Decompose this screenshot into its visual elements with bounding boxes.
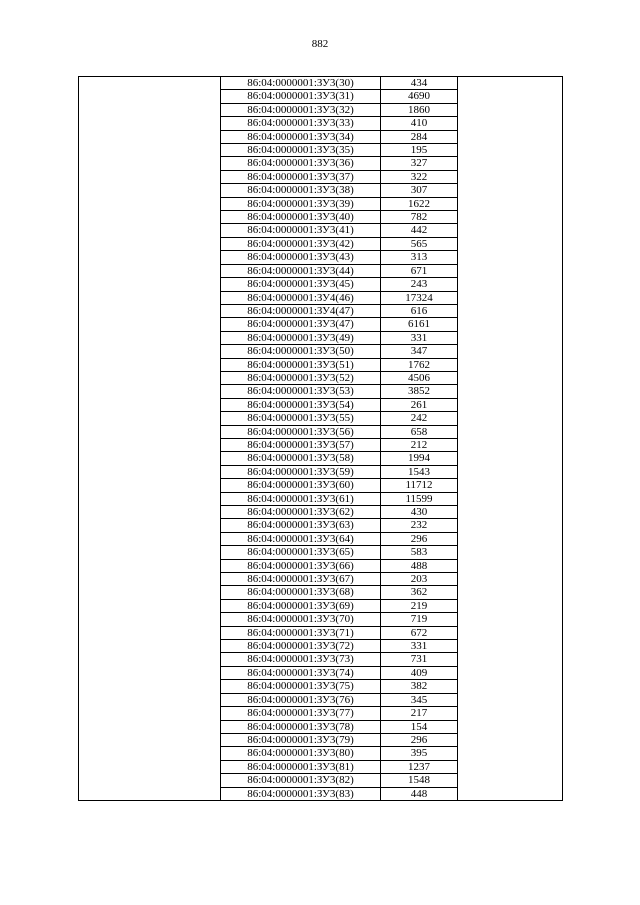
parcel-id-cell: 86:04:0000001:ЗУ3(66) [221,559,381,572]
area-value-cell: 296 [381,733,458,746]
area-value-cell: 782 [381,211,458,224]
area-value-cell: 1622 [381,197,458,210]
area-value-cell: 11712 [381,479,458,492]
parcel-id-cell: 86:04:0000001:ЗУ3(72) [221,640,381,653]
parcel-id-cell: 86:04:0000001:ЗУ3(65) [221,546,381,559]
area-value-cell: 1237 [381,760,458,773]
area-value-cell: 345 [381,693,458,706]
area-value-cell: 731 [381,653,458,666]
parcel-id-cell: 86:04:0000001:ЗУ3(43) [221,251,381,264]
area-value-cell: 671 [381,264,458,277]
parcel-id-cell: 86:04:0000001:ЗУ3(35) [221,144,381,157]
parcel-id-cell: 86:04:0000001:ЗУ3(67) [221,573,381,586]
parcel-id-cell: 86:04:0000001:ЗУ3(79) [221,733,381,746]
parcel-id-cell: 86:04:0000001:ЗУ3(76) [221,693,381,706]
area-value-cell: 382 [381,680,458,693]
parcel-id-cell: 86:04:0000001:ЗУ3(82) [221,774,381,787]
parcel-id-cell: 86:04:0000001:ЗУ3(45) [221,278,381,291]
area-value-cell: 362 [381,586,458,599]
parcel-id-cell: 86:04:0000001:ЗУ3(34) [221,130,381,143]
parcel-id-cell: 86:04:0000001:ЗУ3(52) [221,371,381,384]
parcel-id-cell: 86:04:0000001:ЗУ3(42) [221,237,381,250]
parcel-id-cell: 86:04:0000001:ЗУ3(54) [221,398,381,411]
area-value-cell: 331 [381,331,458,344]
parcel-id-cell: 86:04:0000001:ЗУ3(78) [221,720,381,733]
parcel-id-cell: 86:04:0000001:ЗУ3(53) [221,385,381,398]
area-value-cell: 616 [381,304,458,317]
parcel-id-cell: 86:04:0000001:ЗУ3(80) [221,747,381,760]
parcel-id-cell: 86:04:0000001:ЗУ4(47) [221,304,381,317]
parcel-id-cell: 86:04:0000001:ЗУ3(60) [221,479,381,492]
area-value-cell: 430 [381,506,458,519]
area-value-cell: 296 [381,532,458,545]
parcel-id-cell: 86:04:0000001:ЗУ3(59) [221,465,381,478]
area-value-cell: 4506 [381,371,458,384]
area-value-cell: 442 [381,224,458,237]
parcel-id-cell: 86:04:0000001:ЗУ3(74) [221,666,381,679]
parcel-id-cell: 86:04:0000001:ЗУ3(49) [221,331,381,344]
area-value-cell: 4690 [381,90,458,103]
parcel-id-cell: 86:04:0000001:ЗУ3(40) [221,211,381,224]
left-empty-cell [79,77,221,801]
area-value-cell: 261 [381,398,458,411]
right-empty-cell [458,77,563,801]
parcel-id-cell: 86:04:0000001:ЗУ3(38) [221,184,381,197]
parcel-id-cell: 86:04:0000001:ЗУ3(61) [221,492,381,505]
area-value-cell: 195 [381,144,458,157]
parcel-table-body [79,77,563,801]
area-value-cell: 1860 [381,103,458,116]
area-value-cell: 434 [381,77,458,90]
area-value-cell: 217 [381,707,458,720]
area-value-cell: 232 [381,519,458,532]
parcel-id-cell: 86:04:0000001:ЗУ3(44) [221,264,381,277]
area-value-cell: 347 [381,345,458,358]
area-value-cell: 322 [381,170,458,183]
area-value-cell: 409 [381,666,458,679]
area-value-cell: 327 [381,157,458,170]
area-value-cell: 212 [381,438,458,451]
parcel-id-cell: 86:04:0000001:ЗУ3(75) [221,680,381,693]
parcel-id-cell: 86:04:0000001:ЗУ3(47) [221,318,381,331]
area-value-cell: 154 [381,720,458,733]
area-value-cell: 331 [381,640,458,653]
area-value-cell: 410 [381,117,458,130]
parcel-id-cell: 86:04:0000001:ЗУ3(73) [221,653,381,666]
parcel-id-cell: 86:04:0000001:ЗУ3(58) [221,452,381,465]
area-value-cell: 203 [381,573,458,586]
parcel-id-cell: 86:04:0000001:ЗУ3(68) [221,586,381,599]
parcel-id-cell: 86:04:0000001:ЗУ3(62) [221,506,381,519]
parcel-id-cell: 86:04:0000001:ЗУ3(56) [221,425,381,438]
parcel-id-cell: 86:04:0000001:ЗУ3(55) [221,412,381,425]
parcel-id-cell: 86:04:0000001:ЗУ3(51) [221,358,381,371]
parcel-id-cell: 86:04:0000001:ЗУ3(31) [221,90,381,103]
area-value-cell: 1994 [381,452,458,465]
parcel-id-cell: 86:04:0000001:ЗУ3(32) [221,103,381,116]
area-value-cell: 242 [381,412,458,425]
parcel-id-cell: 86:04:0000001:ЗУ4(46) [221,291,381,304]
area-value-cell: 17324 [381,291,458,304]
area-value-cell: 6161 [381,318,458,331]
parcel-id-cell: 86:04:0000001:ЗУ3(81) [221,760,381,773]
parcel-id-cell: 86:04:0000001:ЗУ3(63) [221,519,381,532]
parcel-id-cell: 86:04:0000001:ЗУ3(50) [221,345,381,358]
parcel-id-cell: 86:04:0000001:ЗУ3(77) [221,707,381,720]
area-value-cell: 307 [381,184,458,197]
parcel-id-cell: 86:04:0000001:ЗУ3(36) [221,157,381,170]
area-value-cell: 313 [381,251,458,264]
parcel-table [78,76,563,801]
parcel-id-cell: 86:04:0000001:ЗУ3(33) [221,117,381,130]
table-row [79,77,563,90]
area-value-cell: 284 [381,130,458,143]
area-value-cell: 243 [381,278,458,291]
parcel-id-cell: 86:04:0000001:ЗУ3(41) [221,224,381,237]
parcel-id-cell: 86:04:0000001:ЗУ3(37) [221,170,381,183]
area-value-cell: 658 [381,425,458,438]
parcel-id-cell: 86:04:0000001:ЗУ3(71) [221,626,381,639]
parcel-id-cell: 86:04:0000001:ЗУ3(83) [221,787,381,800]
parcel-id-cell: 86:04:0000001:ЗУ3(69) [221,599,381,612]
area-value-cell: 565 [381,237,458,250]
area-value-cell: 1762 [381,358,458,371]
area-value-cell: 219 [381,599,458,612]
parcel-id-cell: 86:04:0000001:ЗУ3(30) [221,77,381,90]
parcel-id-cell: 86:04:0000001:ЗУ3(70) [221,613,381,626]
area-value-cell: 488 [381,559,458,572]
area-value-cell: 395 [381,747,458,760]
parcel-id-cell: 86:04:0000001:ЗУ3(39) [221,197,381,210]
page-number: 882 [311,38,329,50]
area-value-cell: 1543 [381,465,458,478]
parcel-id-cell: 86:04:0000001:ЗУ3(64) [221,532,381,545]
parcel-id-cell: 86:04:0000001:ЗУ3(57) [221,438,381,451]
area-value-cell: 719 [381,613,458,626]
area-value-cell: 672 [381,626,458,639]
area-value-cell: 448 [381,787,458,800]
area-value-cell: 11599 [381,492,458,505]
area-value-cell: 3852 [381,385,458,398]
area-value-cell: 583 [381,546,458,559]
area-value-cell: 1548 [381,774,458,787]
